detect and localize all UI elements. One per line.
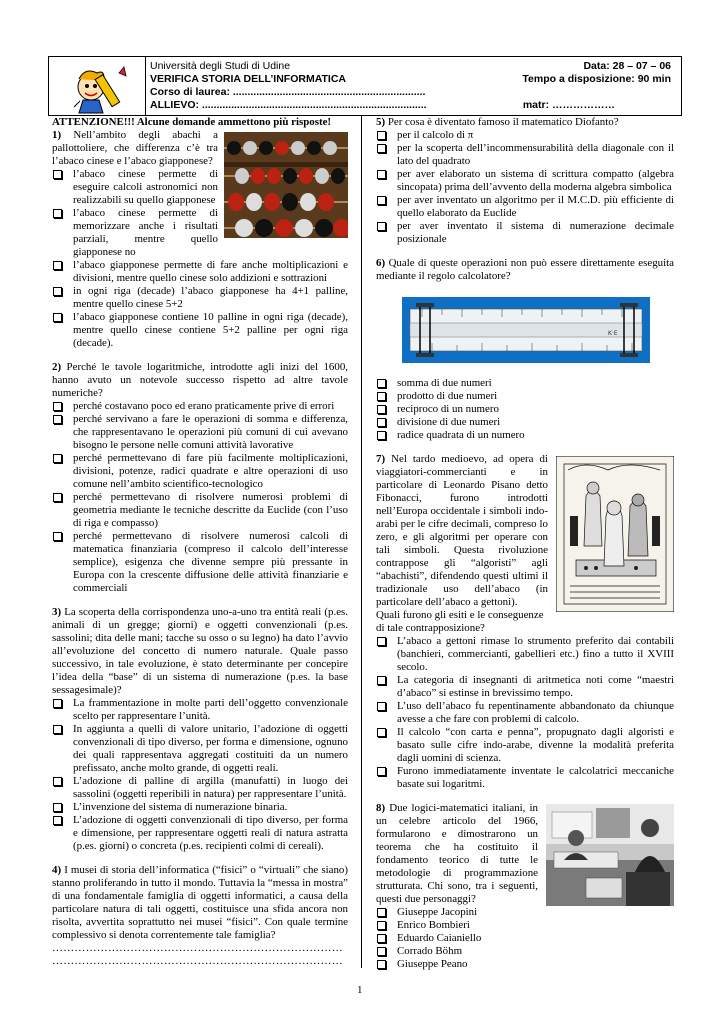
option-item[interactable] [52,285,348,311]
question-text: Quale di queste operazioni non può essere direttamente eseguita mediante il regolo calcolatore? [376,257,674,282]
options-list [52,168,348,350]
checkbox-icon[interactable] [377,767,386,776]
option-item[interactable] [52,207,348,259]
option-label: La frammentazione in molte parti dell’oggetto convenzionale scelto per rappresentare l’unità. [73,697,348,722]
checkbox-icon[interactable] [377,418,386,427]
checkbox-icon[interactable] [53,454,62,463]
question-number: 4) [52,864,62,876]
option-item[interactable] [52,452,348,491]
option-label: per il calcolo di π [397,129,474,141]
checkbox-icon[interactable] [377,222,386,231]
checkbox-icon[interactable] [377,431,386,440]
option-item[interactable] [376,906,674,919]
option-item[interactable] [52,775,348,801]
option-label: L’adozione di oggetti convenzionali di tipo diverso, per forma e dimensione, per rappresentare oggetti reali di natura astratta (p.es. giorni) o concreta (p.es. recipienti colmi di cereali). [73,814,348,852]
options-list [376,377,674,442]
option-item[interactable] [376,416,674,429]
option-label: perché permettevano di fare più facilmente moltiplicazioni, divisioni, potenze, radici quadrate e altre operazioni di uso comune nell’ambito scientifico-tecnologico [73,452,348,490]
option-label: somma di due numeri [397,377,492,389]
option-label: radice quadrata di un numero [397,429,525,441]
question-prompt: Quali furono gli esiti e le conseguenze di tale contrapposizione? [376,609,544,634]
option-item[interactable] [52,801,348,814]
question-text: Due logici-matematici italiani, in un celebre articolo del 1966, formularono e dimostrarono un teorema che ha costituito il fondamento teorico di tutte le metodologie di programmazione strutturata. Chi sono, tra i seguenti, questi due personaggi? [376,802,538,905]
option-item[interactable] [376,377,674,390]
options-list [52,400,348,595]
option-label: per aver elaborato un sistema di scrittura compatto (algebra sincopata) prima dell’avvento della moderna algebra simbolica [397,168,674,193]
option-label: Eduardo Caianiello [397,932,482,944]
question-4 [52,864,348,968]
attention-note: ATTENZIONE!!! Alcune domande ammettono più risposte! [52,116,332,128]
option-item[interactable] [376,635,674,674]
option-item[interactable] [376,168,674,194]
checkbox-icon[interactable] [377,947,386,956]
checkbox-icon[interactable] [53,777,62,786]
option-item[interactable] [52,413,348,452]
checkbox-icon[interactable] [53,816,62,825]
option-item[interactable] [376,932,674,945]
question-1 [52,129,348,350]
option-item[interactable] [52,168,348,207]
option-label: Giuseppe Jacopini [397,906,478,918]
checkbox-icon[interactable] [53,313,62,322]
question-3 [52,606,348,853]
woodcut-algorists-image [556,456,674,612]
question-2 [52,361,348,595]
option-label: Il calcolo “con carta e penna”, propugnato dagli algoristi e basato sulle cifre indo-arabe, divenne la modalità preferita dagli uomini di scienza. [397,726,674,764]
option-label: per aver inventato un algoritmo per il M.C.D. più efficiente di quello elaborato da Euclide [397,194,674,219]
exam-date: Data: 28 – 07 – 06 [583,60,671,72]
option-label: perché servivano a fare le operazioni di somma e differenza, che rappresentavano le operazioni più comuni di cui avevano bisogno le persone nelle comuni attività lavorative [73,413,348,451]
option-label: in ogni riga (decade) l’abaco giapponese ha 4+1 palline, mentre quello cinese 5+2 [73,285,348,310]
exam-header [48,56,682,116]
logicians-photo-image [546,804,674,906]
option-item[interactable] [52,697,348,723]
checkbox-icon[interactable] [53,402,62,411]
option-item[interactable] [376,403,674,416]
answer-line[interactable]: …………………………………………………………………… [52,942,343,954]
course-field[interactable]: Corso di laurea: .................................................................. [150,86,426,98]
option-label: reciproco di un numero [397,403,499,415]
option-label: l’abaco cinese permette di memorizzare anche i risultati parziali, mentre quello giapponese no [73,207,218,258]
right-column [376,116,674,971]
page-number: 1 [357,984,363,996]
checkbox-icon[interactable] [377,405,386,414]
option-item[interactable] [376,220,674,246]
checkbox-icon[interactable] [377,702,386,711]
option-label: l’abaco giapponese permette di fare anche moltiplicazioni e divisioni, mentre quello cinese solo addizioni e sottrazioni [73,259,348,284]
options-list [376,129,674,246]
question-text: Nell’ambito degli abachi a pallottoliere, che differenza c’è tra l’abaco cinese e l’abaco giapponese? [52,129,218,167]
question-number: 6) [376,257,386,269]
option-label: La categoria di insegnanti di aritmetica noti come “maestri d’abaco” si estinse in brevissimo tempo. [397,674,674,699]
exam-title: VERIFICA STORIA DELL’INFORMATICA [150,73,346,85]
left-column [52,116,348,968]
option-label: perché permettevano di risolvere numerosi problemi di geometria mediante le tecniche descritte da Euclide (con l’uso di riga e compasso) [73,491,348,529]
checkbox-icon[interactable] [53,725,62,734]
options-list [376,635,674,791]
option-item[interactable] [52,311,348,350]
option-label: per aver inventato il sistema di numerazione decimale posizionale [397,220,674,245]
option-label: prodotto di due numeri [397,390,498,402]
option-label: Giuseppe Peano [397,958,468,970]
checkbox-icon[interactable] [53,287,62,296]
checkbox-icon[interactable] [377,676,386,685]
university-name: Università degli Studi di Udine [150,60,291,72]
options-list [52,697,348,853]
checkbox-icon[interactable] [377,908,386,917]
option-item[interactable] [376,945,674,958]
question-number: 1) [52,129,62,141]
checkbox-icon[interactable] [377,934,386,943]
question-number: 5) [376,116,386,128]
option-label: In aggiunta a quelli di valore unitario, l’adozione di oggetti convenzionali di tipo diverso, per forma e dimensione, ognuno dei quali rappresentava aggregati costituiti da un numero prefissato, anche molto grande, di oggetti reali. [73,723,348,774]
option-label: divisione di due numeri [397,416,501,428]
option-item[interactable] [52,491,348,530]
checkbox-icon[interactable] [377,728,386,737]
option-label: L’abaco a gettoni rimase lo strumento preferito dai contabili (banchieri, commercianti, gabellieri etc.) fino a tutto il XVIII secolo. [397,635,674,673]
option-label: l’abaco giapponese contiene 10 palline in ogni riga (decade), mentre quello cinese contiene 5+2 palline per ogni riga (decade). [73,311,348,349]
option-label: per la scoperta dell’incommensurabilità della diagonale con il lato del quadrato [397,142,674,167]
checkbox-icon[interactable] [377,392,386,401]
option-label: L’uso dell’abaco fu repentinamente abbandonato da chiunque avesse a che fare con problemi di calcolo. [397,700,674,725]
option-item[interactable] [376,142,674,168]
checkbox-icon[interactable] [377,144,386,153]
question-text: Per cosa è diventato famoso il matematico Diofanto? [387,116,619,128]
checkbox-icon[interactable] [53,261,62,270]
checkbox-icon[interactable] [377,379,386,388]
question-8 [376,802,674,971]
option-item[interactable] [52,400,348,413]
option-label: L’adozione di palline di argilla (manufatti) in luogo dei sassolini (oggetti reperibili in natura) per rappresentare l’unità. [73,775,348,800]
exam-duration: Tempo a disposizione: 90 min [522,73,671,85]
option-item[interactable] [52,814,348,853]
option-item[interactable] [376,390,674,403]
question-number: 3) [52,606,62,618]
checkbox-icon[interactable] [377,960,386,969]
question-number: 8) [376,802,386,814]
option-item[interactable] [376,919,674,932]
slide-rule-image [402,297,650,363]
option-item[interactable] [376,765,674,791]
checkbox-icon[interactable] [377,637,386,646]
checkbox-icon[interactable] [53,699,62,708]
option-label: L’invenzione del sistema di numerazione binaria. [73,801,288,813]
option-label: perché permettevano di risolvere numerosi calcoli di matematica finanziaria (compreso il calcolo dell’interesse semplice), esigenza che divenne sempre più pressante in Europa con la crescente diffusione delle attività finanziarie e commerciali [73,530,348,594]
option-item[interactable] [52,259,348,285]
checkbox-icon[interactable] [53,532,62,541]
question-6 [376,257,674,442]
column-divider [361,116,362,968]
option-item[interactable] [376,194,674,220]
checkbox-icon[interactable] [377,196,386,205]
options-list [376,906,674,971]
option-item[interactable] [376,674,674,700]
svg-text:K·E: K·E [608,330,618,337]
answer-line[interactable]: …………………………………………………………………… [52,955,343,967]
option-label: l’abaco cinese permette di eseguire calcoli astronomici non realizzabili su quello giapponese [73,168,218,206]
checkbox-icon[interactable] [53,803,62,812]
option-label: perché costavano poco ed erano praticamente prive di errori [73,400,335,412]
question-text: Perché le tavole logaritmiche, introdotte agli inizi del 1600, hanno avuto un notevole successo rispetto ad altre tavole numeriche? [52,361,348,399]
option-label: Enrico Bombieri [397,919,470,931]
option-item[interactable] [52,530,348,595]
question-text: La scoperta della corrispondenza uno-a-uno tra entità reali (p.es. animali di un gregge; giorni) e oggetti convenzionali (p.es. sassolini; dita delle mani; tacche su osso o su legno) ha dato l’avvio all’evoluzione del concetto di numero naturale. Quale passo successivo, in tale evoluzione, è stato determinante per concepire l’idea della “base” di un sistema di numerazione (p.es. la base sessagesimale)? [52,606,348,696]
student-field[interactable]: ALLIEVO: ............................................................................. [150,99,427,111]
option-item[interactable] [376,700,674,726]
checkbox-icon[interactable] [377,170,386,179]
question-text: Nel tardo medioevo, ad opera di viaggiatori-commercianti e in particolare di Leonardo Pisano detto Fibonacci, furono introdotti nell’Europa occidentale i simboli indo-arabi per le cifre decimali, compreso lo zero, e gli algoritmi per operare con tali simboli. Questa rivoluzione contrappose gli “algoristi” agli “abachisti”, difendendo questi ultimi il tradizionale uso dell’abaco (in particolare dell’abaco a gettoni). [376,453,548,608]
option-item[interactable] [376,958,674,971]
question-number: 7) [376,453,386,465]
question-number: 2) [52,361,62,373]
option-item[interactable] [376,429,674,442]
option-item[interactable] [376,726,674,765]
option-item[interactable] [376,129,674,142]
checkbox-icon[interactable] [53,170,62,179]
checkbox-icon[interactable] [377,131,386,140]
option-item[interactable] [52,723,348,775]
question-text: I musei di storia dell’informatica (“fisici” o “virtuali” che siano) stanno proliferando in tutto il mondo. Tuttavia la “messa in mostra” di una fondamentale famiglia di oggetti informatici, a causa della particolare natura di tali oggetti, costituisce una sfida ancora non risolta, avvertita soprattutto nei musei “fisici”. Con quale termine complessivo si denota correntemente tale famiglia? [52,864,348,941]
checkbox-icon[interactable] [53,415,62,424]
checkbox-icon[interactable] [377,921,386,930]
pencil-mascot-icon [49,57,146,115]
question-5 [376,116,674,246]
checkbox-icon[interactable] [53,209,62,218]
option-label: Corrado Böhm [397,945,463,957]
question-7 [376,453,674,791]
checkbox-icon[interactable] [53,493,62,502]
option-label: Furono immediatamente inventate le calcolatrici meccaniche basate sui logaritmi. [397,765,674,790]
matr-field[interactable]: matr: ……………… [522,99,615,111]
